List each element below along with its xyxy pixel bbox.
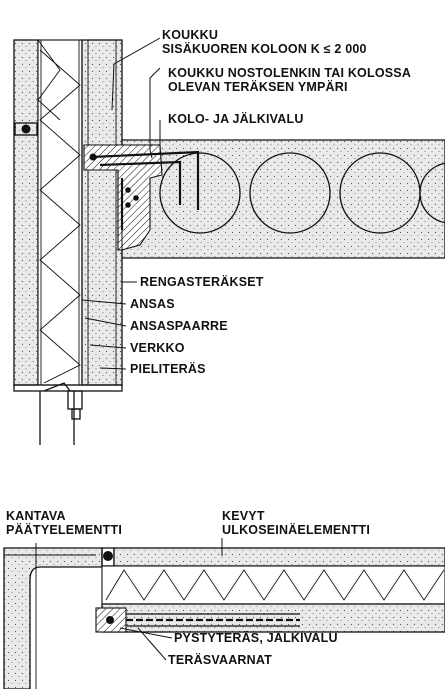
label-truss: ANSAS bbox=[130, 297, 175, 311]
hollow-core-slab bbox=[122, 140, 445, 258]
label-steel-joints: TERÄSVAARNAT bbox=[168, 653, 273, 667]
label-load-bearing-element: KANTAVA PÄÄTYELEMENTTI bbox=[6, 509, 122, 537]
lower-section bbox=[4, 509, 445, 689]
label-mesh: VERKKO bbox=[130, 341, 185, 355]
light-wall-inner-skin bbox=[102, 604, 445, 632]
label-truss-diagonal: ANSASPAARRE bbox=[130, 319, 228, 333]
light-wall-outer-skin bbox=[114, 548, 445, 566]
label-hook-loop: KOUKKU NOSTOLENKIN TAI KOLOSSA OLEVAN TERÄKSEN YMPÄRI bbox=[168, 66, 411, 94]
label-vertical-bar: PYSTYTERÄS, JÄLKIVALU bbox=[174, 631, 338, 645]
label-grout: KOLO- JA JÄLKIVALU bbox=[168, 112, 304, 126]
upper-section bbox=[14, 28, 445, 445]
label-ring-bars: RENGASTERÄKSET bbox=[140, 275, 264, 289]
label-edge-bar: PIELITERÄS bbox=[130, 362, 206, 376]
outer-skin bbox=[14, 40, 38, 385]
load-bearing-element bbox=[4, 548, 102, 689]
label-hook-column: KOUKKU SISÄKUOREN KOLOON K ≤ 2 000 bbox=[162, 28, 367, 56]
label-light-wall-element: KEVYT ULKOSEINÄELEMENTTI bbox=[222, 509, 371, 537]
